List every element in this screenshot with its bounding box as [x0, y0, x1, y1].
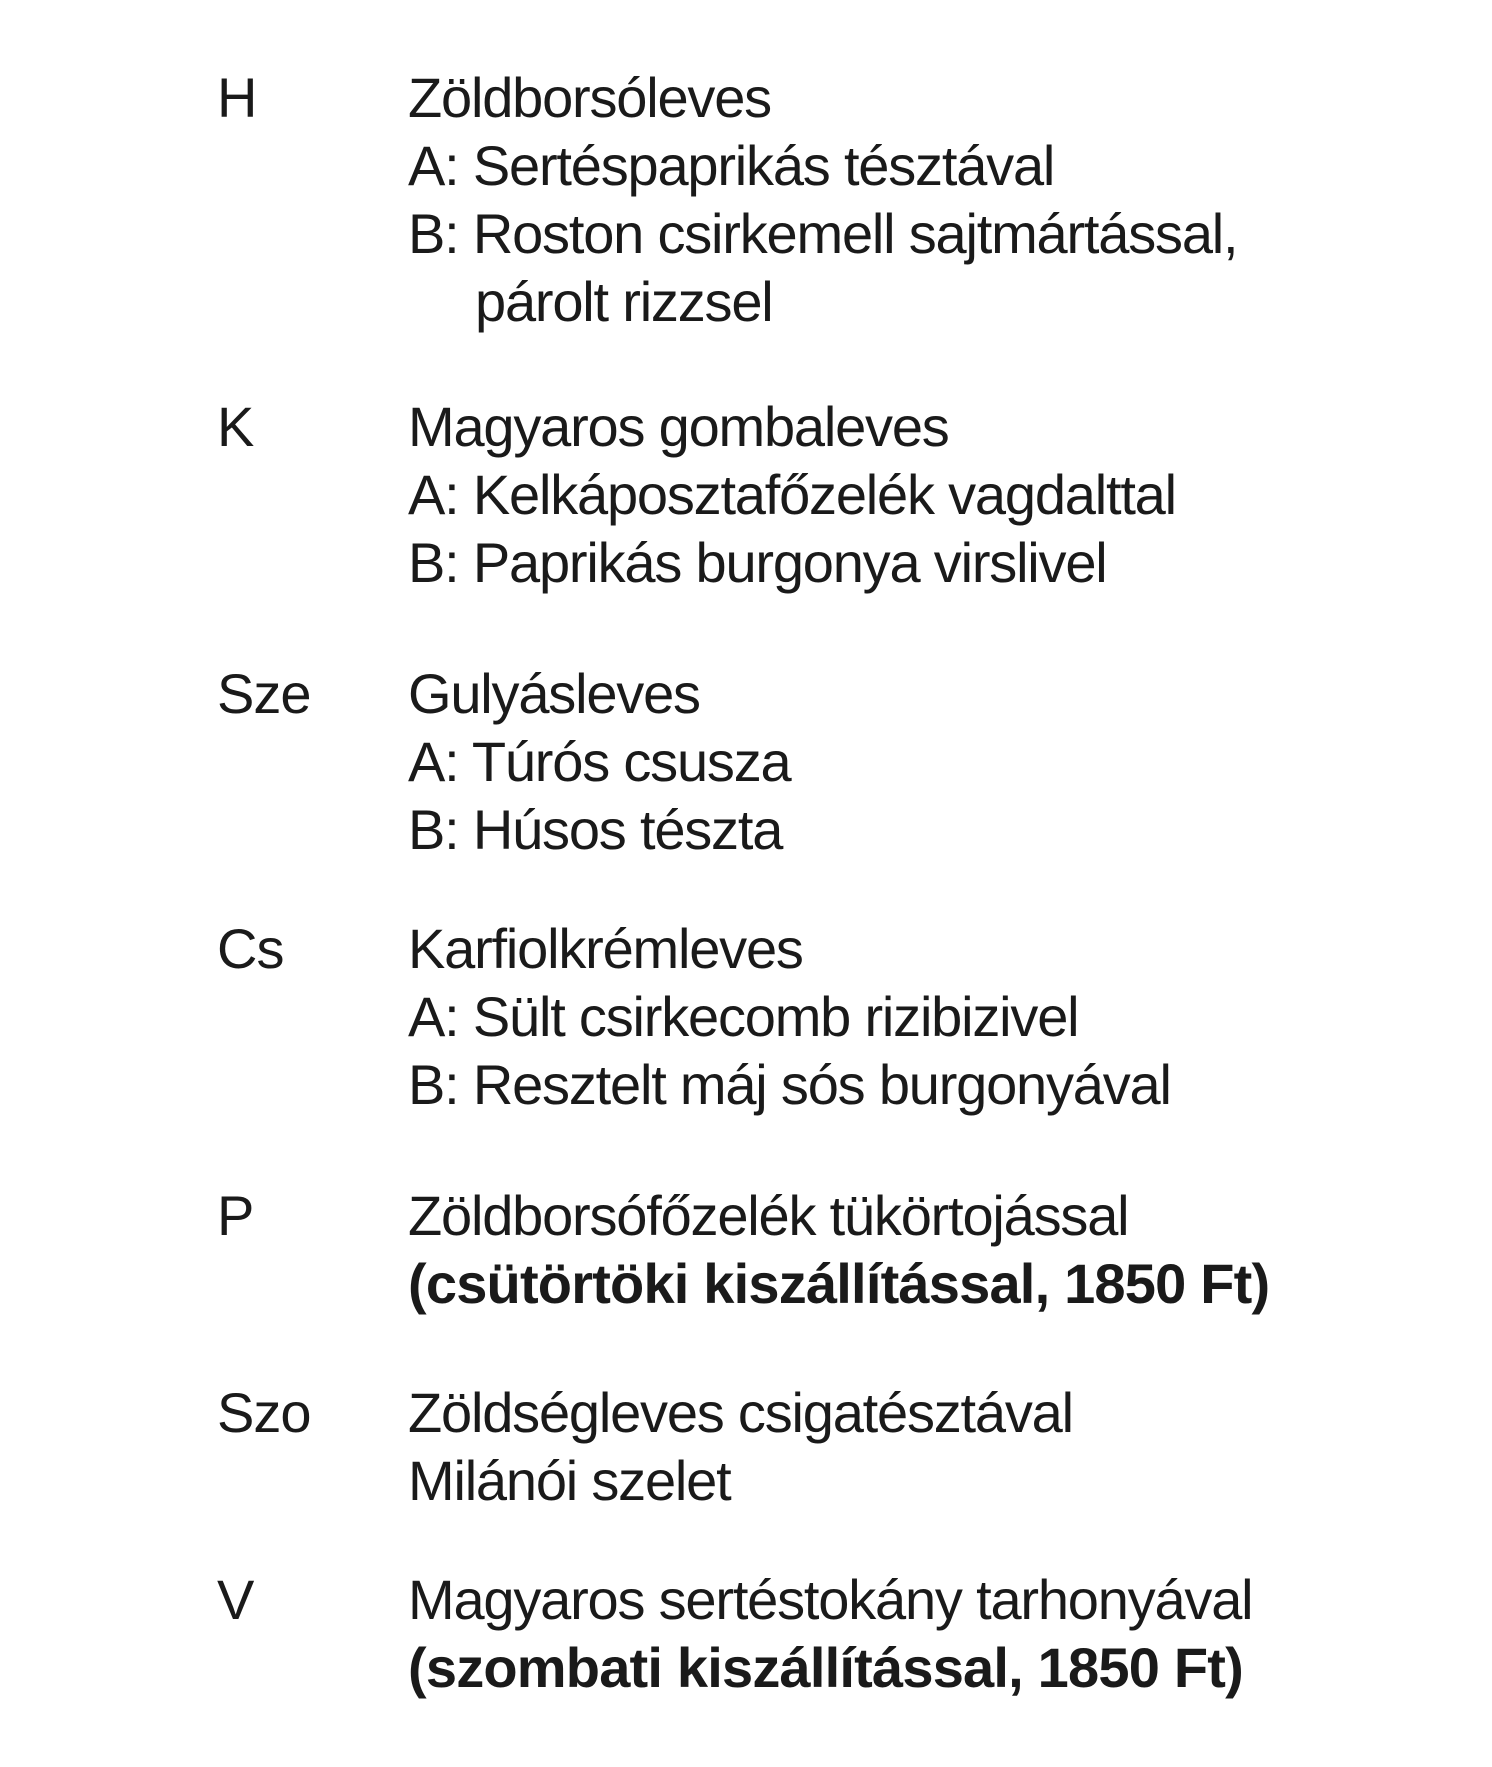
option-b-line: B: Húsos tészta	[408, 798, 783, 861]
delivery-note: (szombati kiszállítással, 1850 Ft)	[408, 1636, 1243, 1699]
soup-line: Zöldségleves csigatésztával	[408, 1381, 1073, 1444]
main-dish-line: Zöldborsófőzelék tükörtojással	[408, 1184, 1129, 1247]
main-dish-line: Milánói szelet	[408, 1449, 731, 1512]
dish-list	[408, 393, 1176, 597]
day-label: V	[217, 1568, 254, 1631]
dish-list	[408, 1379, 1073, 1515]
option-b-line: B: Roston csirkemell sajtmártással,	[408, 202, 1238, 265]
option-b-line: B: Resztelt máj sós burgonyával	[408, 1053, 1171, 1116]
option-b-line: B: Paprikás burgonya virslivel	[408, 531, 1107, 594]
delivery-note: (csütörtöki kiszállítással, 1850 Ft)	[408, 1252, 1270, 1315]
day-label: Sze	[217, 662, 311, 725]
soup-line: Karfiolkrémleves	[408, 917, 803, 980]
soup-line: Zöldborsóleves	[408, 66, 771, 129]
option-a-line: A: Sertéspaprikás tésztával	[408, 134, 1055, 197]
dish-list	[408, 64, 1237, 336]
option-a-line: A: Túrós csusza	[408, 730, 791, 793]
dish-list	[408, 1182, 1269, 1318]
day-label: P	[217, 1184, 254, 1247]
day-label: Cs	[217, 917, 284, 980]
day-label: Szo	[217, 1381, 311, 1444]
day-label: K	[217, 395, 254, 458]
option-b-continuation-line: párolt rizzsel	[475, 270, 773, 333]
dish-list	[408, 660, 790, 864]
main-dish-line: Magyaros sertéstokány tarhonyával	[408, 1568, 1253, 1631]
option-a-line: A: Sült csirkecomb rizibizivel	[408, 985, 1079, 1048]
option-a-line: A: Kelkáposztafőzelék vagdalttal	[408, 463, 1176, 526]
soup-line: Magyaros gombaleves	[408, 395, 949, 458]
day-label: H	[217, 66, 257, 129]
dish-list	[408, 1566, 1252, 1702]
soup-line: Gulyásleves	[408, 662, 700, 725]
dish-list	[408, 915, 1171, 1119]
